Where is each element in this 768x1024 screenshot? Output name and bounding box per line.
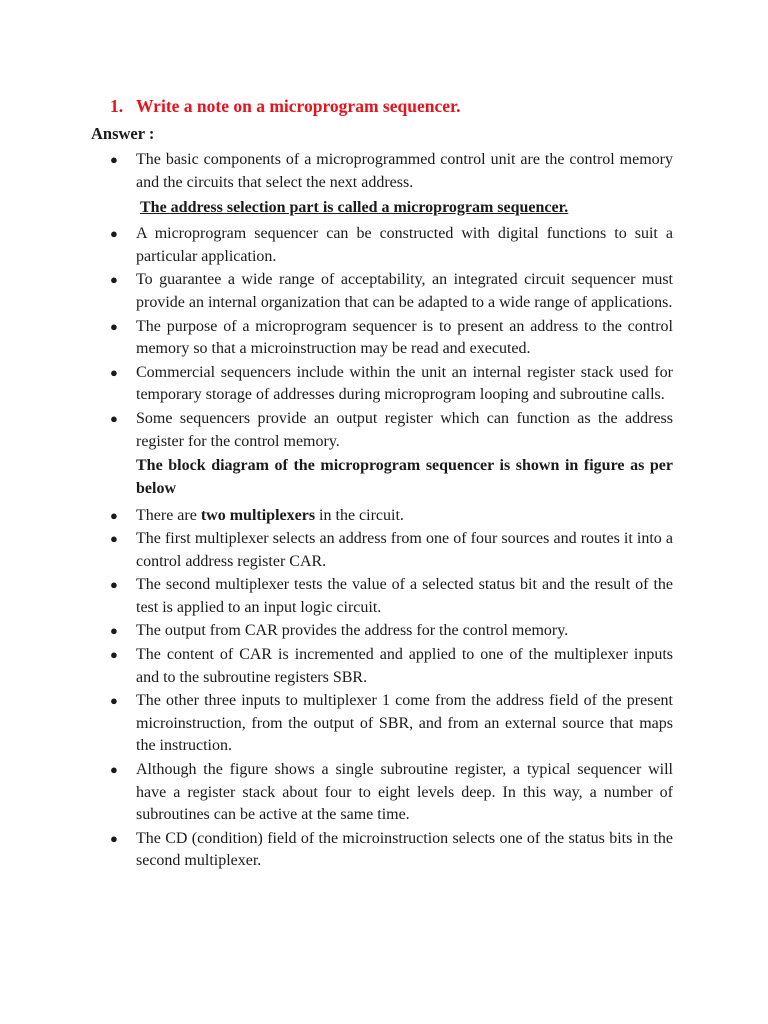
list-item-text: Some sequencers provide an output register which can function as the address register for the control memory. <box>136 409 673 450</box>
list-item <box>110 759 673 827</box>
list-item-text: The purpose of a microprogram sequencer is to present an address to the control memory so that a microinstruction may be read and executed. <box>136 317 673 358</box>
list-item-text: A microprogram sequencer can be constructed with digital functions to suit a particular application. <box>136 225 673 266</box>
list-item-text-before: There are <box>136 506 201 524</box>
subheading-text: The block diagram of the microprogram sequencer is shown in figure as per below <box>136 457 673 498</box>
list-item-text: The basic components of a microprogrammed control unit are the control memory and the circuits that select the next address. <box>136 151 673 191</box>
bullet-icon: ● <box>110 623 118 639</box>
bullet-icon: ● <box>110 646 118 662</box>
bullet-icon: ● <box>110 830 118 846</box>
bullet-icon: ● <box>110 410 118 426</box>
list-item-text: Although the figure shows a single subroutine register, a typical sequencer will have a register stack about four to eight levels deep. In this way, a number of subroutines can be active at the same time. <box>136 760 673 824</box>
list-item-text-after: in the circuit. <box>315 506 404 524</box>
list-item-text: Commercial sequencers include within the unit an internal register stack used for temporary storage of addresses during microprogram looping and subroutine calls. <box>136 363 673 404</box>
list-item <box>110 362 673 408</box>
subheading-text: The address selection part is called a microprogram sequencer. <box>140 198 569 216</box>
list-item <box>110 528 673 574</box>
bullet-icon: ● <box>110 507 118 523</box>
list-item <box>110 223 673 269</box>
question-number: 1. <box>110 96 124 116</box>
list-item <box>110 408 673 454</box>
bullet-icon: ● <box>110 692 118 708</box>
question-text: Write a note on a microprogram sequencer. <box>136 96 461 116</box>
bullet-icon: ● <box>110 272 118 288</box>
bullet-icon: ● <box>110 364 118 380</box>
list-item-text: The output from CAR provides the address for the control memory. <box>136 622 569 640</box>
list-item <box>110 505 673 528</box>
bullet-icon: ● <box>110 226 118 242</box>
list-item-text: The CD (condition) field of the microinstruction selects one of the status bits in the second multiplexer. <box>136 829 673 870</box>
list-item-text: The second multiplexer tests the value of a selected status bit and the result of the test is applied to an input logic circuit. <box>136 576 673 617</box>
list-item <box>110 316 673 362</box>
subheading-block-diagram <box>110 455 673 501</box>
answer-body <box>110 149 673 874</box>
list-item-bold-text: two multiplexers <box>200 506 316 524</box>
list-item <box>110 149 673 195</box>
list-item <box>110 690 673 758</box>
answer-label: Answer : <box>91 124 155 143</box>
bullet-icon: ● <box>110 152 118 167</box>
subheading-address-selection <box>110 197 673 220</box>
list-item-text: To guarantee a wide range of acceptability, an integrated circuit sequencer must provide an internal organization that can be adapted to a wide range of applications. <box>136 271 673 312</box>
list-item <box>110 644 673 690</box>
list-item <box>110 620 673 643</box>
list-item-text: The first multiplexer selects an address from one of four sources and routes it into a control address register CAR. <box>136 530 673 571</box>
bullet-icon: ● <box>110 577 118 593</box>
list-item <box>110 269 673 315</box>
bullet-icon: ● <box>110 318 118 334</box>
bullet-icon: ● <box>110 761 118 777</box>
list-item-text: The other three inputs to multiplexer 1 come from the address field of the present microinstruction, from the output of SBR, and from an external source that maps the instruction. <box>136 691 673 755</box>
list-item-text: The content of CAR is incremented and applied to one of the multiplexer inputs and to the subroutine registers SBR. <box>136 645 673 686</box>
list-item <box>110 574 673 620</box>
question-heading <box>110 96 461 117</box>
bullet-icon: ● <box>110 531 118 547</box>
list-item <box>110 828 673 874</box>
